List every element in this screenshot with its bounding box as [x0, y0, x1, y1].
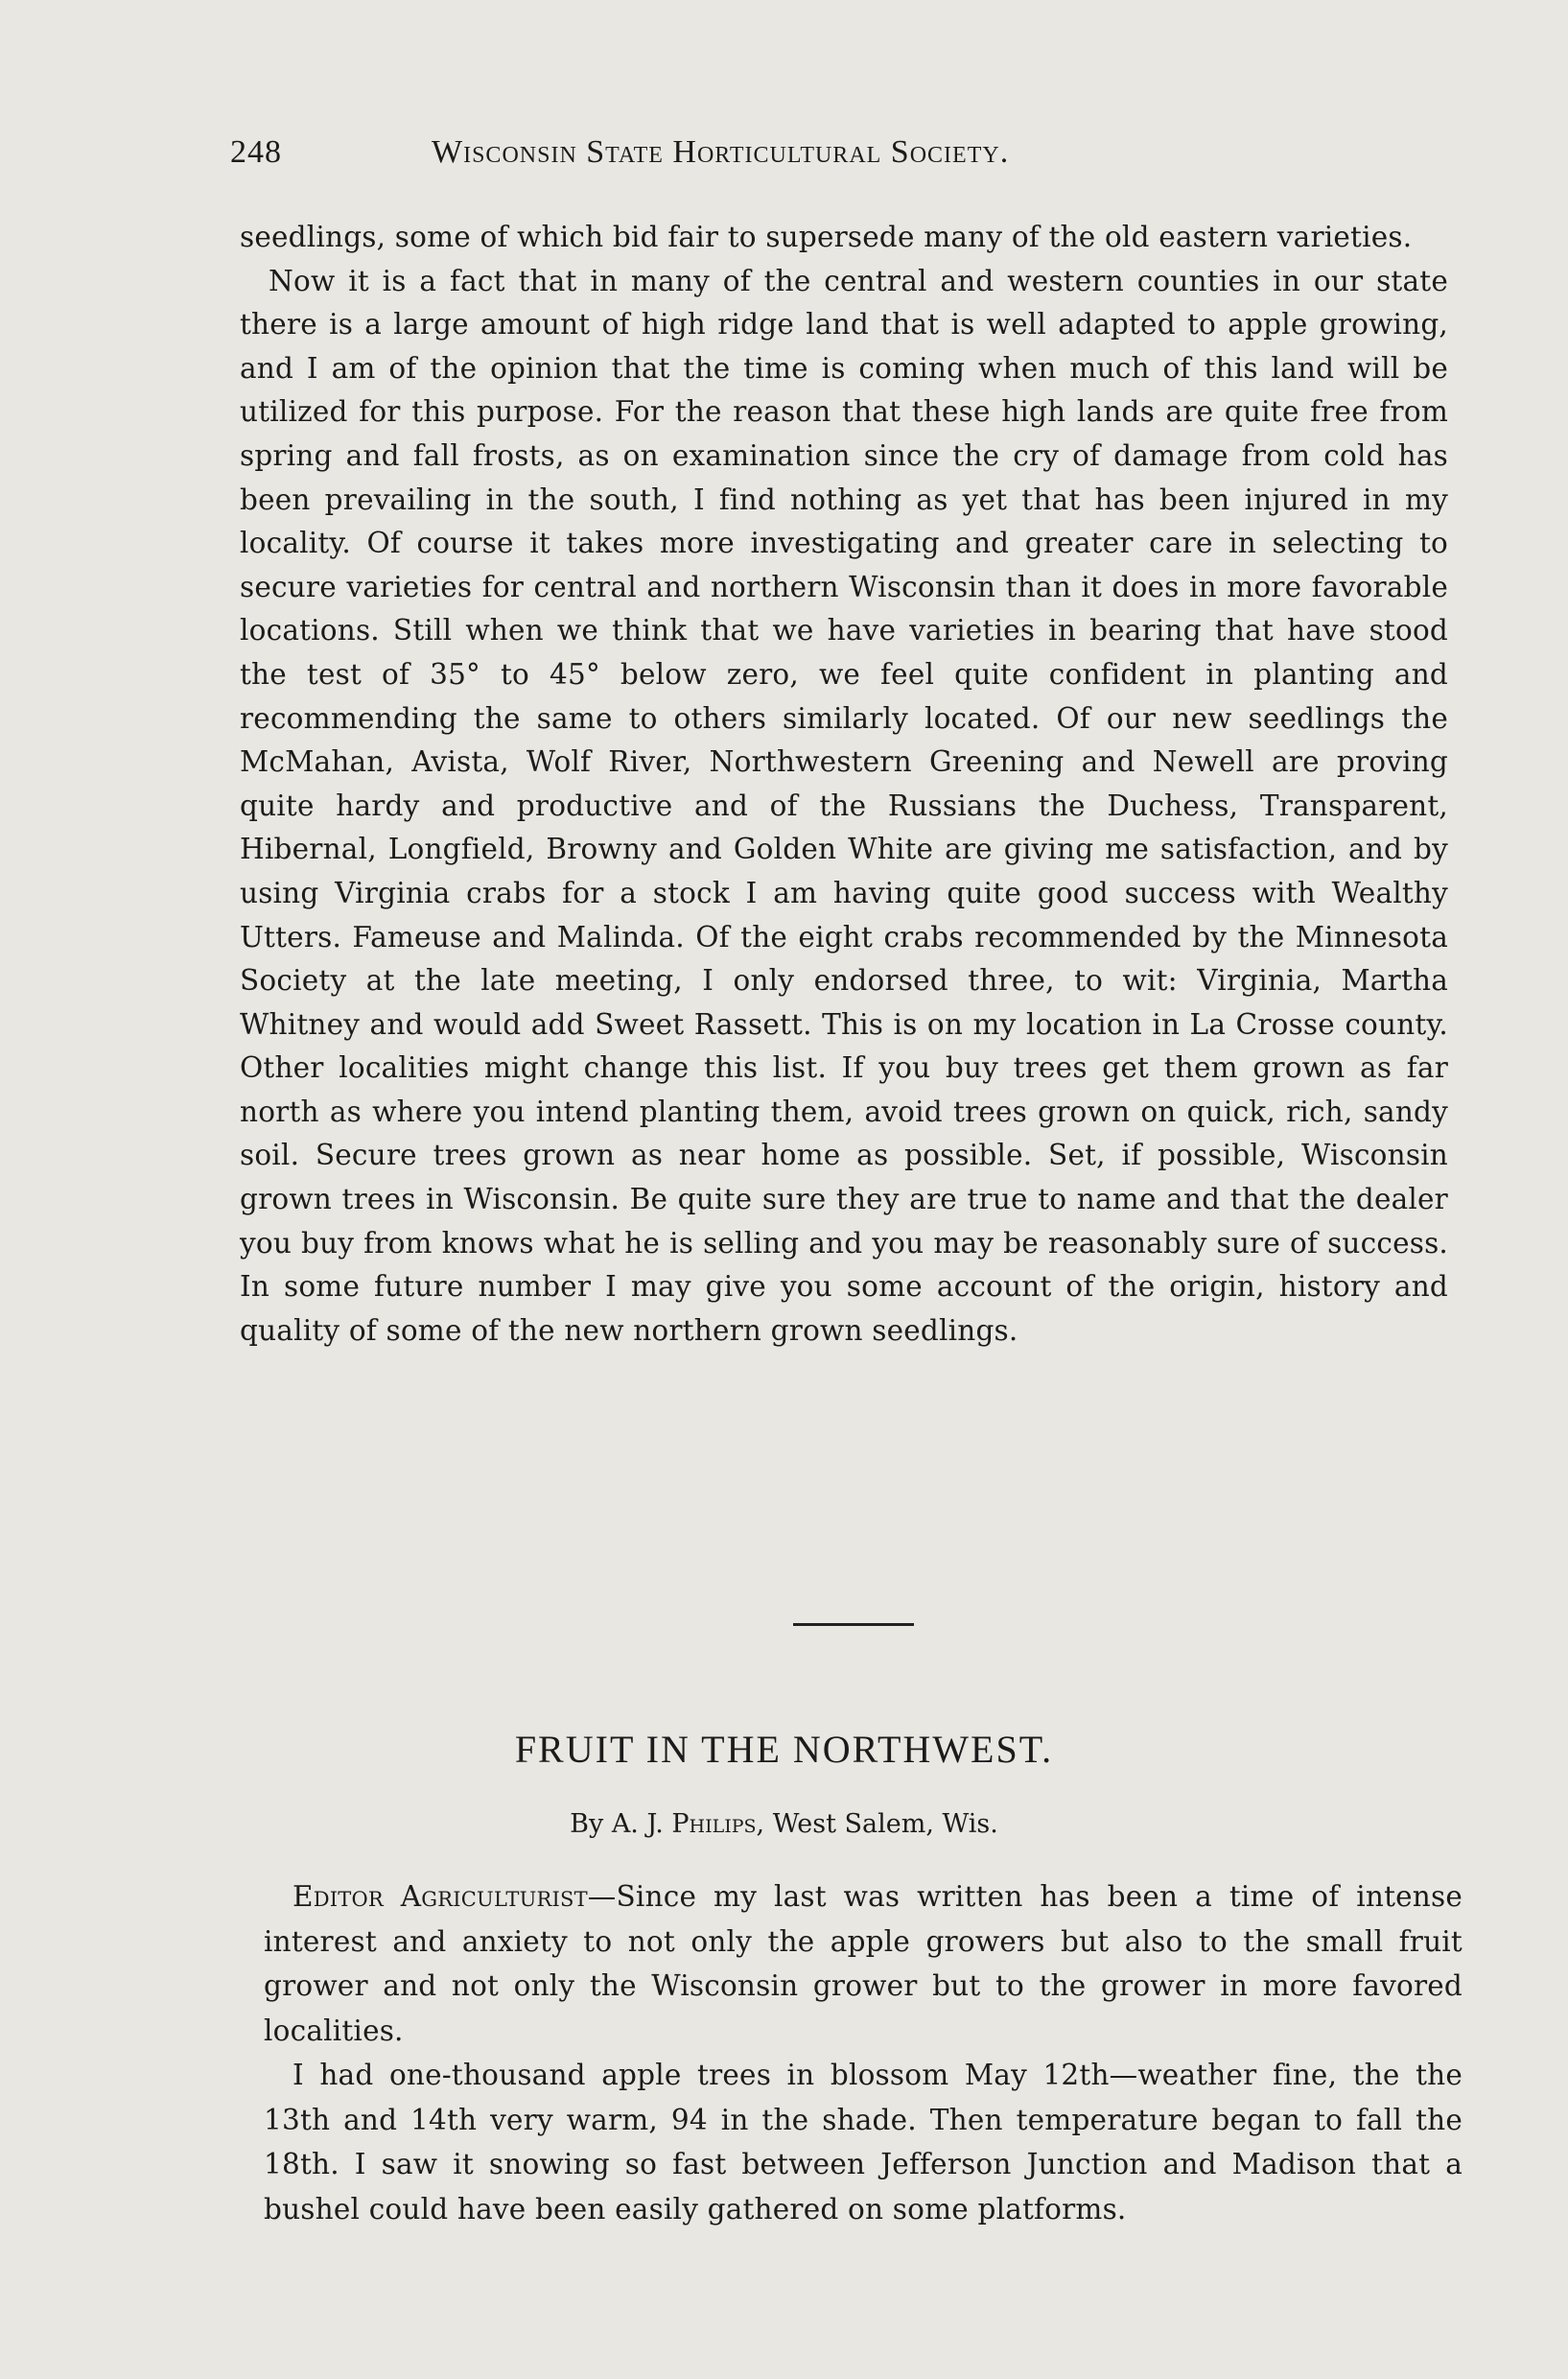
page-number: 248	[230, 134, 282, 170]
byline-prefix: By	[570, 1809, 604, 1839]
page-header	[230, 134, 1285, 192]
paragraph-continuation: seedlings, some of which bid fair to supersede many of the old eastern varieties.	[240, 221, 1413, 253]
paragraph: Now it is a fact that in many of the central and western counties in our state there is a large amount of high ridge land that is well adapted to apple growing, and I am of the opinion that the time is coming when much of this land will be utilized for this purpose. For the reason that these high lands are quite free from spring and fall frosts, as on examination since the cry of damage from cold has been prevailing in the south, I find nothing as yet that has been injured in my locality. Of course it takes more investigating and greater care in selecting to secure varieties for central and northern Wisconsin than it does in more favorable locations. Still when we think that we have varieties in bearing that have stood the test of 35° to 45° below zero, we feel quite confident in planting and recommending the same to others similarly located. Of our new seedlings the McMahan, Avista, Wolf River, Northwestern Greening and Newell are proving quite hardy and productive and of the Russians the Duchess, Transparent, Hibernal, Longfield, Browny and Golden White are giving me satisfaction, and by using Virginia crabs for a stock I am having quite good success with Wealthy Utters. Fameuse and Malinda. Of the eight crabs recommended by the Minnesota Society at the late meeting, I only endorsed three, to wit: Virginia, Martha Whitney and would add Sweet Rassett. This is on my location in La Crosse county. Other localities might change this list. If you buy trees get them grown as far north as where you intend planting them, avoid trees grown on quick, rich, sandy soil. Secure trees grown as near home as possible. Set, if possible, Wisconsin grown trees in Wisconsin. Be quite sure they are true to name and that the dealer you buy from knows what he is selling and you may be reasonably sure of success. In some future number I may give you some account of the origin, history and quality of some of the new northern grown seedlings.	[240, 264, 1448, 1347]
running-head: Wisconsin State Horticultural Society.	[432, 134, 1010, 170]
continued-article-text	[240, 216, 1448, 1353]
author-location: West Salem, Wis.	[772, 1809, 998, 1839]
article-body	[264, 1874, 1463, 2231]
paragraph-body: —Since my last was written has been a time of intense interest and anxiety to not only the apple growers but also to the small fruit grower and not only the Wisconsin grower but to the grower in more favored localities.	[264, 1880, 1463, 2047]
salutation: Editor Agriculturist	[293, 1880, 588, 1913]
byline	[0, 1809, 1568, 1839]
author-name: A. J. Philips,	[611, 1809, 765, 1839]
paragraph: I had one-thousand apple trees in blossom May 12th—weather fine, the the 13th and 14th very warm, 94 in the shade. Then temperature began to fall the 18th. I saw it snowing so fast between Jefferson Junction and Madison that a bushel could have been easily gathered on some platforms.	[264, 2059, 1463, 2226]
paragraph	[264, 1874, 1463, 2053]
article-title: FRUIT IN THE NORTHWEST.	[514, 1728, 1054, 1771]
section-divider	[793, 1623, 914, 1626]
